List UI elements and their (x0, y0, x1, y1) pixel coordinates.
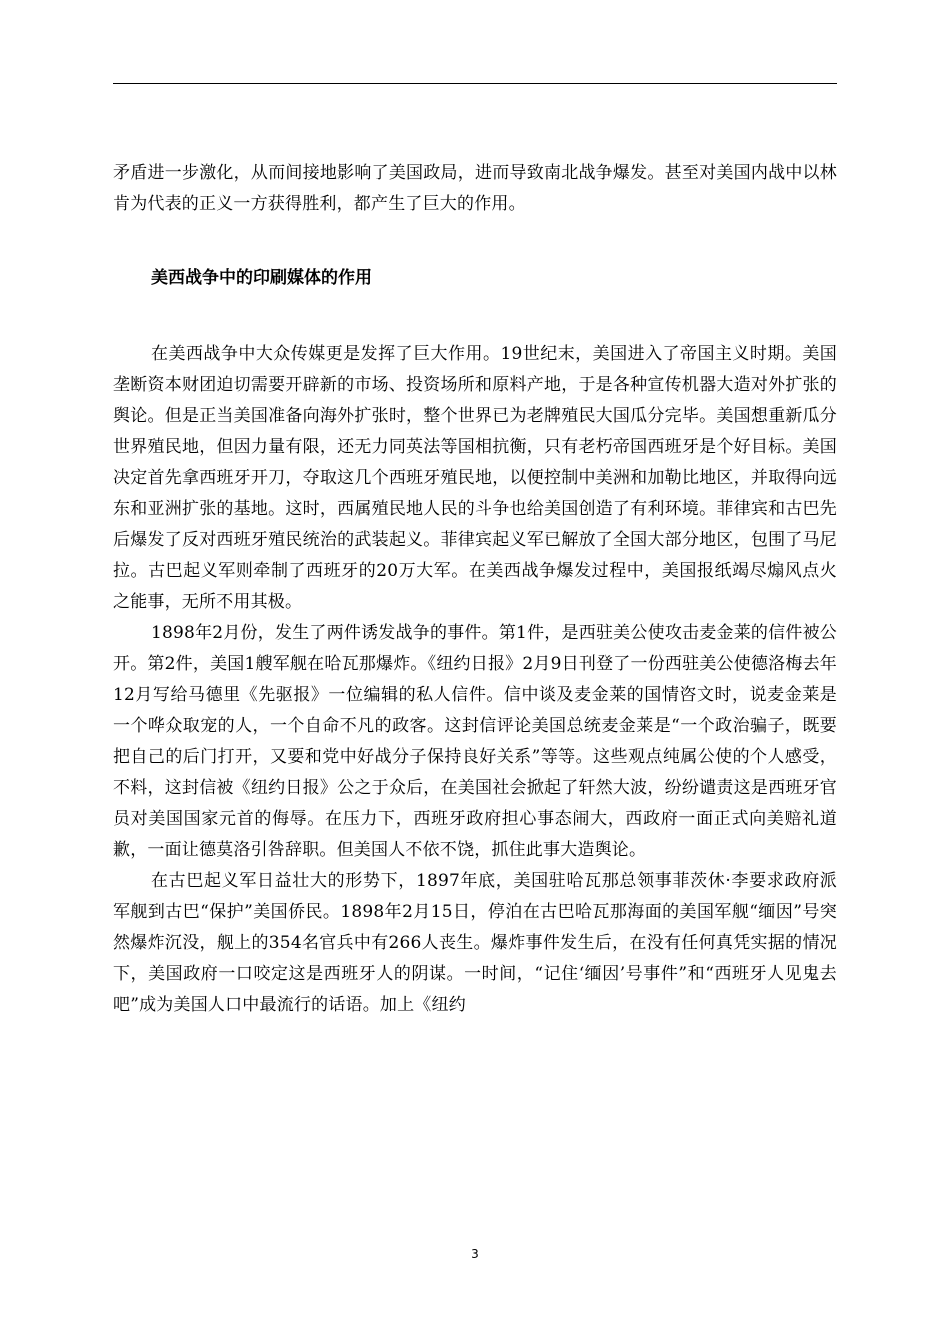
paragraph-continuation: 矛盾进一步激化，从而间接地影响了美国政局，进而导致南北战争爆发。甚至对美国内战中以林肯为代表的正义一方获得胜利，都产生了巨大的作用。 (113, 163, 837, 214)
paragraph-maine-incident: 在古巴起义军日益壮大的形势下，1897年底，美国驻哈瓦那总领事菲茨休·李要求政府派军舰到古巴“保护”美国侨民。1898年2月15日，停泊在古巴哈瓦那海面的美国军舰“缅因”号突然爆炸沉没，舰上的354名官兵中有266人丧生。爆炸事件发生后，在没有任何真凭实据的情况下，美国政府一口咬定这是西班牙人的阴谋。一时间，“记住‘缅因’号事件”和“西班牙人见鬼去吧”成为美国人口中最流行的话语。加上《纽约 (113, 871, 837, 1015)
section-heading: 美西战争中的印刷媒体的作用 (151, 268, 372, 288)
header-rule (113, 83, 837, 84)
paragraph-1898-events: 1898年2月份，发生了两件诱发战争的事件。第1件，是西驻美公使攻击麦金莱的信件被公开。第2件，美国1艘军舰在哈瓦那爆炸。《纽约日报》2月9日刊登了一份西驻美公使德洛梅去年12月写给马德里《先驱报》一位编辑的私人信件。信中谈及麦金莱的国情咨文时，说麦金莱是一个哗众取宠的人，一个自命不凡的政客。这封信评论美国总统麦金莱是“一个政治骗子，既要把自己的后门打开，又要和党中好战分子保持良好关系”等等。这些观点纯属公使的个人感受，不料，这封信被《纽约日报》公之于众后，在美国社会掀起了轩然大波，纷纷谴责这是西班牙官员对美国国家元首的侮辱。在压力下，西班牙政府担心事态闹大，西政府一面正式向美赔礼道歉，一面让德莫洛引咎辞职。但美国人不依不饶，抓住此事大造舆论。 (113, 623, 837, 860)
document-body (113, 158, 837, 1021)
page-number: 3 (471, 1247, 479, 1261)
paragraph-spanish-american-war: 在美西战争中大众传媒更是发挥了巨大作用。19世纪末，美国进入了帝国主义时期。美国垄断资本财团迫切需要开辟新的市场、投资场所和原料产地，于是各种宣传机器大造对外扩张的舆论。但是正当美国准备向海外扩张时，整个世界已为老牌殖民大国瓜分完毕。美国想重新瓜分世界殖民地，但因力量有限，还无力同英法等国相抗衡，只有老朽帝国西班牙是个好目标。美国决定首先拿西班牙开刀，夺取这几个西班牙殖民地，以便控制中美洲和加勒比地区，并取得向远东和亚洲扩张的基地。这时，西属殖民地人民的斗争也给美国创造了有利环境。菲律宾和古巴先后爆发了反对西班牙殖民统治的武装起义。菲律宾起义军已解放了全国大部分地区，包围了马尼拉。古巴起义军则牵制了西班牙的20万大军。在美西战争爆发过程中，美国报纸竭尽煽风点火之能事，无所不用其极。 (113, 344, 837, 612)
